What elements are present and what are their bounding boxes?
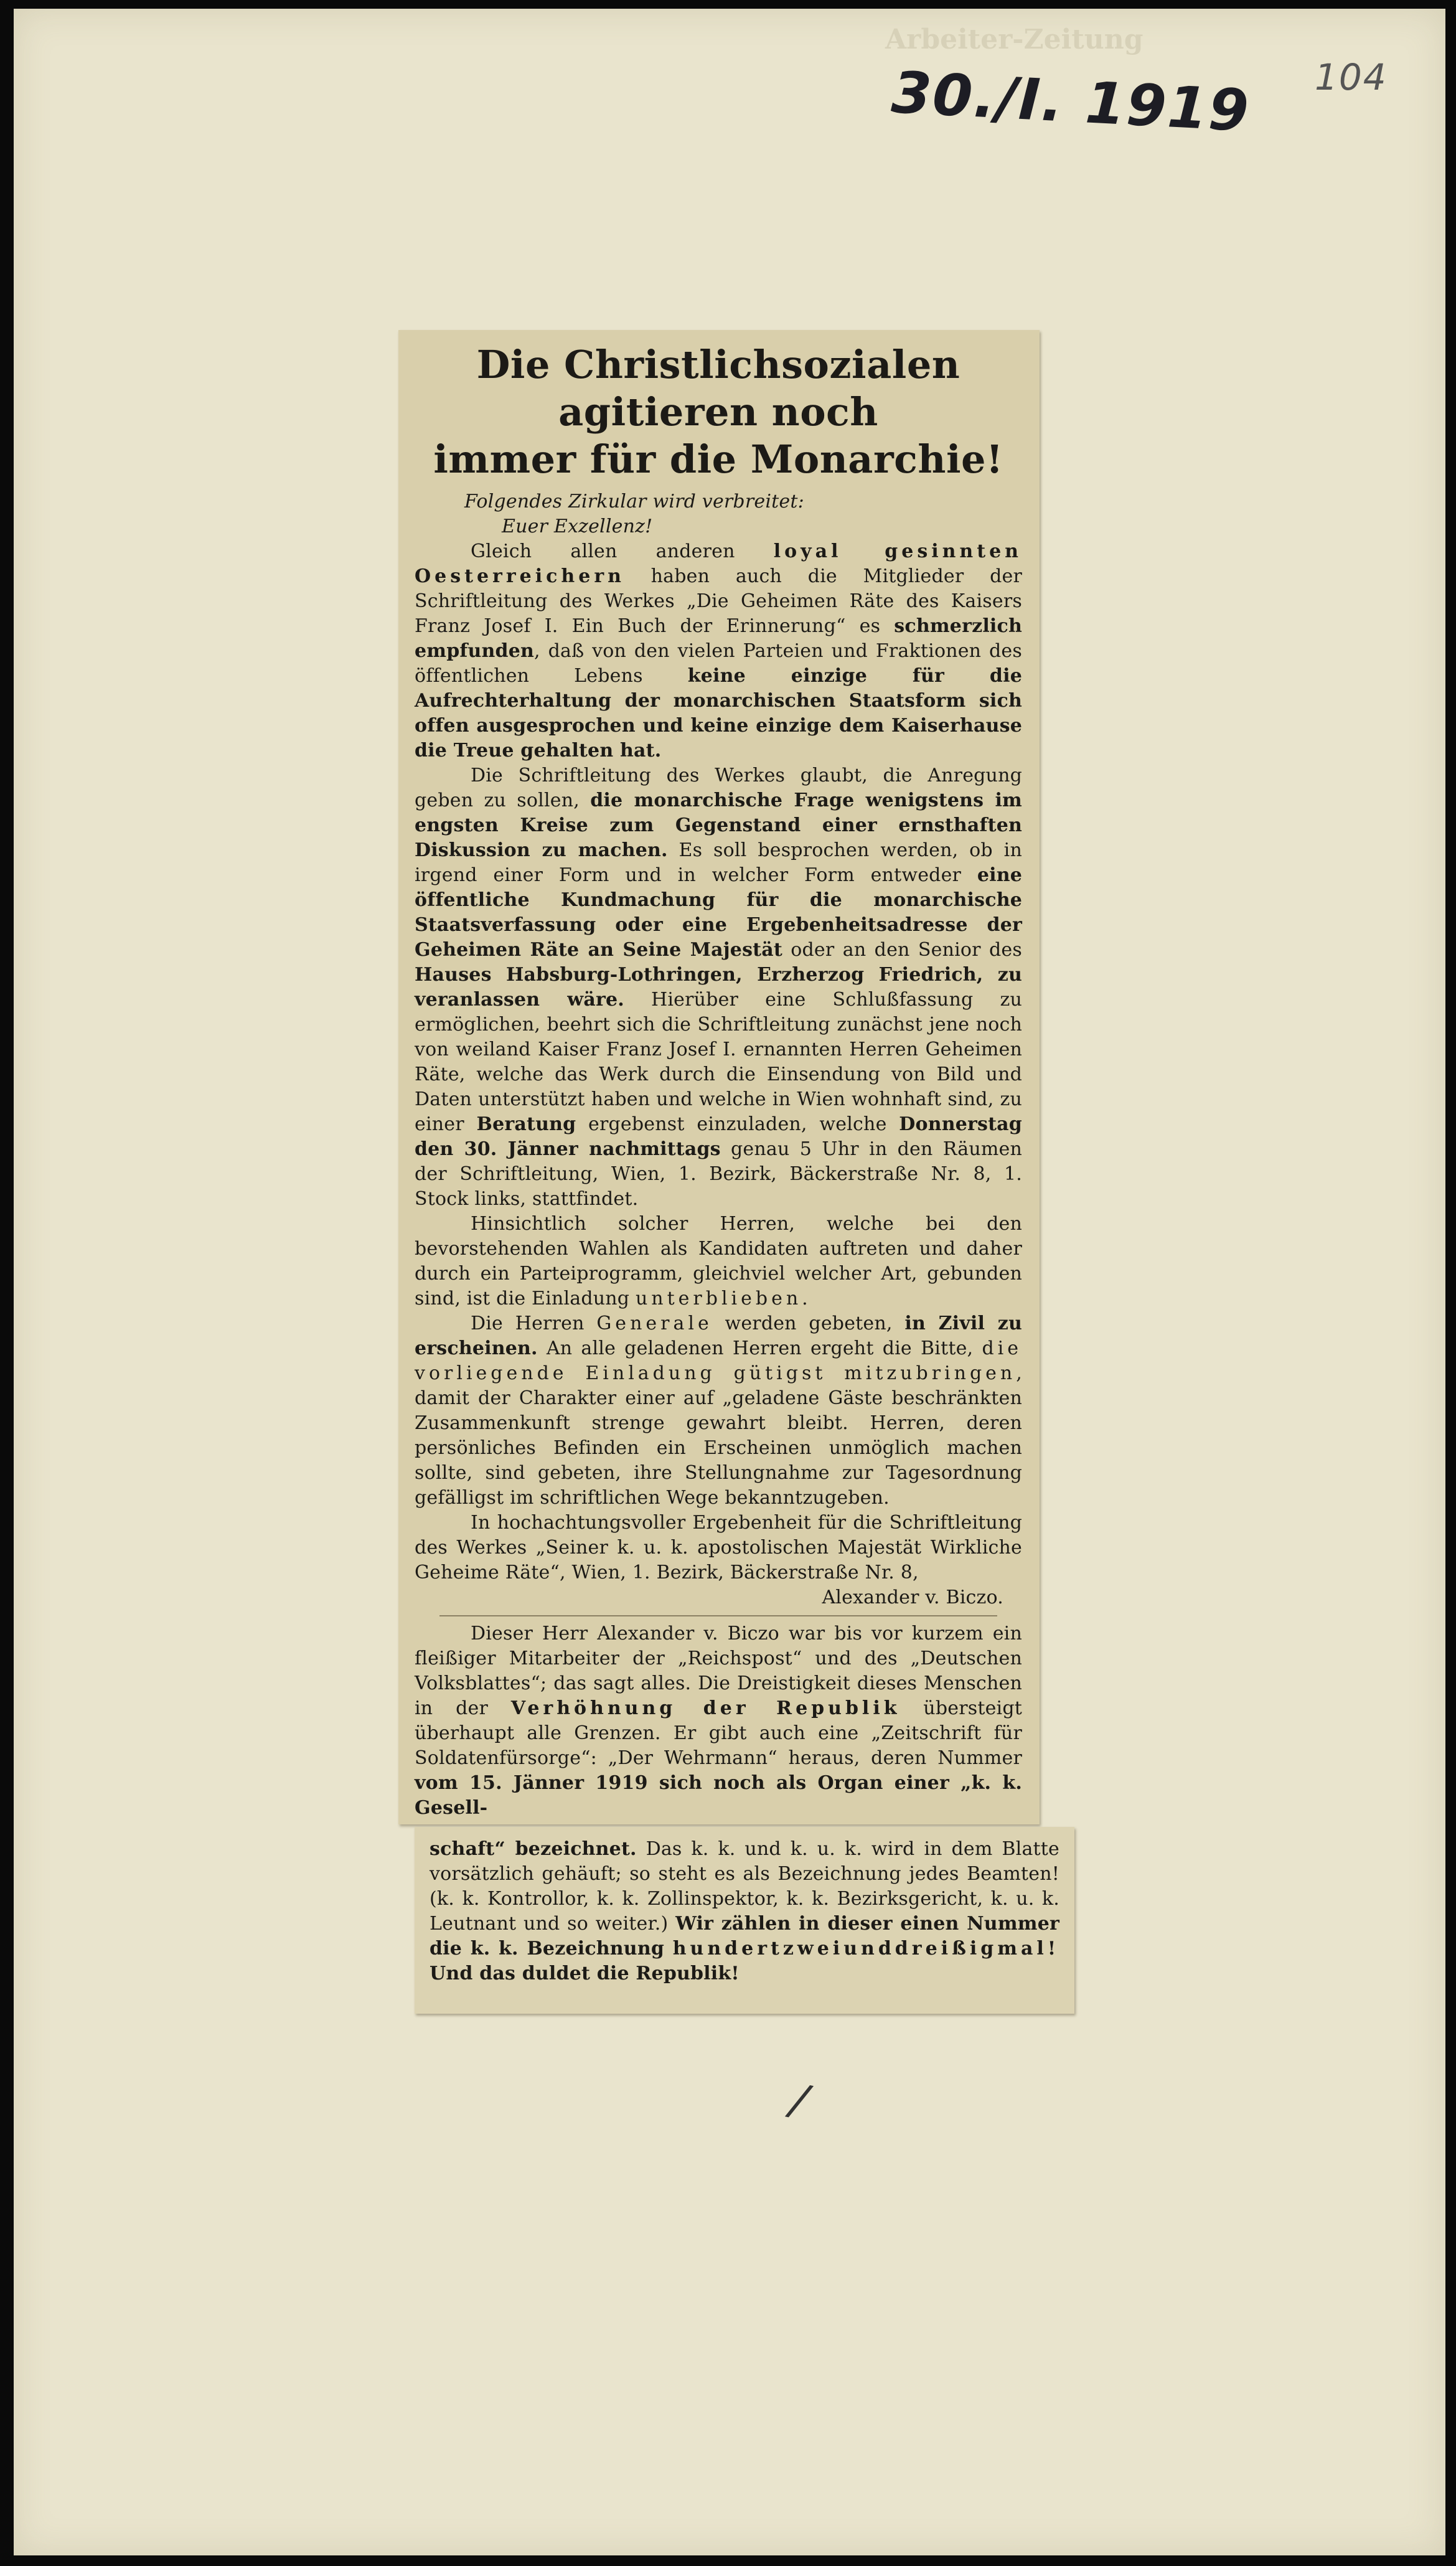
text-run-bold: schaft“ bezeichnet. bbox=[430, 1838, 637, 1860]
text-run: Hinsichtlich solcher Herren, welche bei den bevorstehenden Wahlen als Kandidaten auftreten und daher durch ein Parteiprogramm, gleichviel welcher Art, gebunden sind, ist die Einladung bbox=[415, 1213, 1022, 1309]
text-run: Es soll besprochen werden, ob in irgend einer Form und in welcher Form entweder bbox=[415, 839, 1022, 886]
handwritten-page-number: 104 bbox=[1315, 56, 1388, 98]
text-run-bold: vom 15. Jänner 1919 sich noch als Organ einer „k. k. Gesell- bbox=[415, 1772, 1022, 1819]
text-run: übersteigt überhaupt alle Grenzen. Er gibt auch eine „Zeitschrift für Soldatenfürsorge“: „Der Wehrmann“ heraus, deren Nummer bbox=[415, 1697, 1022, 1769]
text-run-emphasis: hundertzweiunddreißigmal! bbox=[672, 1938, 1059, 1960]
text-run-bold: eine öffentliche Kundmachung für die monarchische Staatsverfassung oder eine Ergebenheitsadresse der Geheimen Räte an Seine Majestät bbox=[415, 864, 1022, 961]
text-run-bold: die monarchische Frage wenigstens im engsten Kreise zum Gegenstand einer ernsthaften Diskussion zu machen. bbox=[415, 790, 1022, 861]
text-run-spaced: Generale bbox=[596, 1313, 713, 1334]
text-run: ergebenst einzuladen, welche bbox=[576, 1113, 899, 1135]
paragraph-2 bbox=[415, 763, 1022, 1212]
text-run-bold: Und das duldet die Republik! bbox=[430, 1963, 740, 1984]
text-run-spaced: die vorliegende Einladung gütigst mitzubringen bbox=[415, 1337, 1022, 1384]
text-run: Hierüber eine Schlußfassung zu ermöglichen, beehrt sich die Schriftleitung zunächst jene noch von weiland Kaiser Franz Josef I. ernannten Herren Geheimen Räte, welche das Werk durch die Einsendung von Bild und Daten unterstützt haben und welche in Wien wohnhaft sind, zu einer bbox=[415, 989, 1022, 1135]
paragraph-5: In hochachtungsvoller Ergebenheit für die Schriftleitung des Werkes „Seiner k. u. k. apostolischen Majestät Wirkliche Geheime Räte“, Wien, 1. Bezirk, Bäckerstraße Nr. 8, bbox=[415, 1512, 1022, 1583]
text-run: An alle geladenen Herren ergeht die Bitte, bbox=[537, 1337, 982, 1359]
faint-stamp: Arbeiter-Zeitung bbox=[885, 24, 1144, 55]
newspaper-clipping-continuation bbox=[415, 1827, 1074, 2014]
text-run: Die Schriftleitung des Werkes glaubt, die Anregung geben zu sollen, bbox=[415, 765, 1022, 811]
text-run-spaced: unterblieben. bbox=[635, 1288, 812, 1309]
text-run: Gleich allen anderen bbox=[471, 540, 774, 562]
text-run-bold: in Zivil zu erscheinen. bbox=[415, 1313, 1022, 1359]
headline-line-2: immer für die Monarchie! bbox=[433, 436, 1003, 482]
text-run-bold: Hauses Habsburg-Lothringen, Erzherzog Friedrich, zu veranlassen wäre. bbox=[415, 964, 1022, 1011]
continuation-paragraph bbox=[430, 1837, 1059, 1986]
paragraph-6 bbox=[415, 1621, 1022, 1821]
salutation: Euer Exzellenz! bbox=[502, 516, 653, 537]
headline bbox=[415, 341, 1022, 483]
text-run: Dieser Herr Alexander v. Biczo war bis vor kurzem ein fleißiger Mitarbeiter der „Reichspost“ und des „Deutschen Volksblattes“; das sagt alles. Die Dreistigkeit dieses Menschen in der bbox=[415, 1623, 1022, 1719]
text-run: , daß von den vielen Parteien und Fraktionen des öffentlichen Lebens bbox=[415, 640, 1022, 687]
text-run: genau 5 Uhr in den Räumen der Schriftleitung, Wien, 1. Bezirk, Bäckerstraße Nr. 8, 1. Stock links, stattfindet. bbox=[415, 1138, 1022, 1210]
text-run-emphasis: loyal gesinnten Oesterreichern bbox=[415, 540, 1022, 587]
handwritten-stroke: / bbox=[786, 2073, 813, 2127]
text-run: werden gebeten, bbox=[712, 1313, 905, 1334]
text-run-bold: Beratung bbox=[476, 1113, 576, 1135]
paragraph-4 bbox=[415, 1311, 1022, 1511]
newspaper-clipping bbox=[398, 330, 1040, 1824]
text-run: Die Herren bbox=[471, 1313, 597, 1334]
text-run-bold: Donnerstag den 30. Jänner nachmittags bbox=[415, 1113, 1022, 1160]
text-run-emphasis: Verhöhnung der Republik bbox=[510, 1697, 901, 1719]
paragraph-3 bbox=[415, 1212, 1022, 1311]
text-run: , damit der Charakter einer auf „geladene Gäste beschränkten Zusammenkunft strenge gewahrt bleibt. Herren, deren persönliches Befinden ein Erscheinen unmöglich machen sollte, sind gebeten, ihre Stellungnahme zur Tagesordnung gefälligst im schriftlichen Wege bekanntzugeben. bbox=[415, 1362, 1022, 1509]
text-run-bold: keine einzige für die Aufrechterhaltung der monarchischen Staatsform sich offen ausgesprochen und keine einzige dem Kaiserhause die Treue gehalten hat. bbox=[415, 665, 1022, 762]
intro-line: Folgendes Zirkular wird verbreitet: bbox=[464, 491, 804, 512]
signature: Alexander v. Biczo. bbox=[822, 1587, 1003, 1608]
text-run-bold: Wir zählen in dieser einen Nummer die k. k. Bezeichnung bbox=[430, 1913, 1059, 1960]
separator-rule bbox=[439, 1615, 997, 1616]
sheet-edge-notch bbox=[0, 1214, 9, 1295]
paragraph-1 bbox=[415, 539, 1022, 763]
handwritten-date: 30./I. 1919 bbox=[890, 59, 1252, 144]
text-run: Das k. k. und k. u. k. wird in dem Blatte vorsätzlich gehäuft; so steht es als Bezeichnung jedes Beamten! (k. k. Kontrollor, k. k. Zollinspektor, k. k. Bezirksgericht, k. u. k. Leutnant und so weiter.) bbox=[430, 1838, 1060, 1935]
text-run: oder an den Senior des bbox=[782, 939, 1022, 961]
text-run-bold: schmerzlich empfunden bbox=[415, 615, 1022, 662]
headline-line-1: Die Christlichsozialen agitieren noch bbox=[476, 342, 960, 435]
text-run: haben auch die Mitglieder der Schriftleitung des Werkes „Die Geheimen Räte des Kaisers Franz Josef I. Ein Buch der Erinnerung“ es bbox=[415, 565, 1022, 637]
